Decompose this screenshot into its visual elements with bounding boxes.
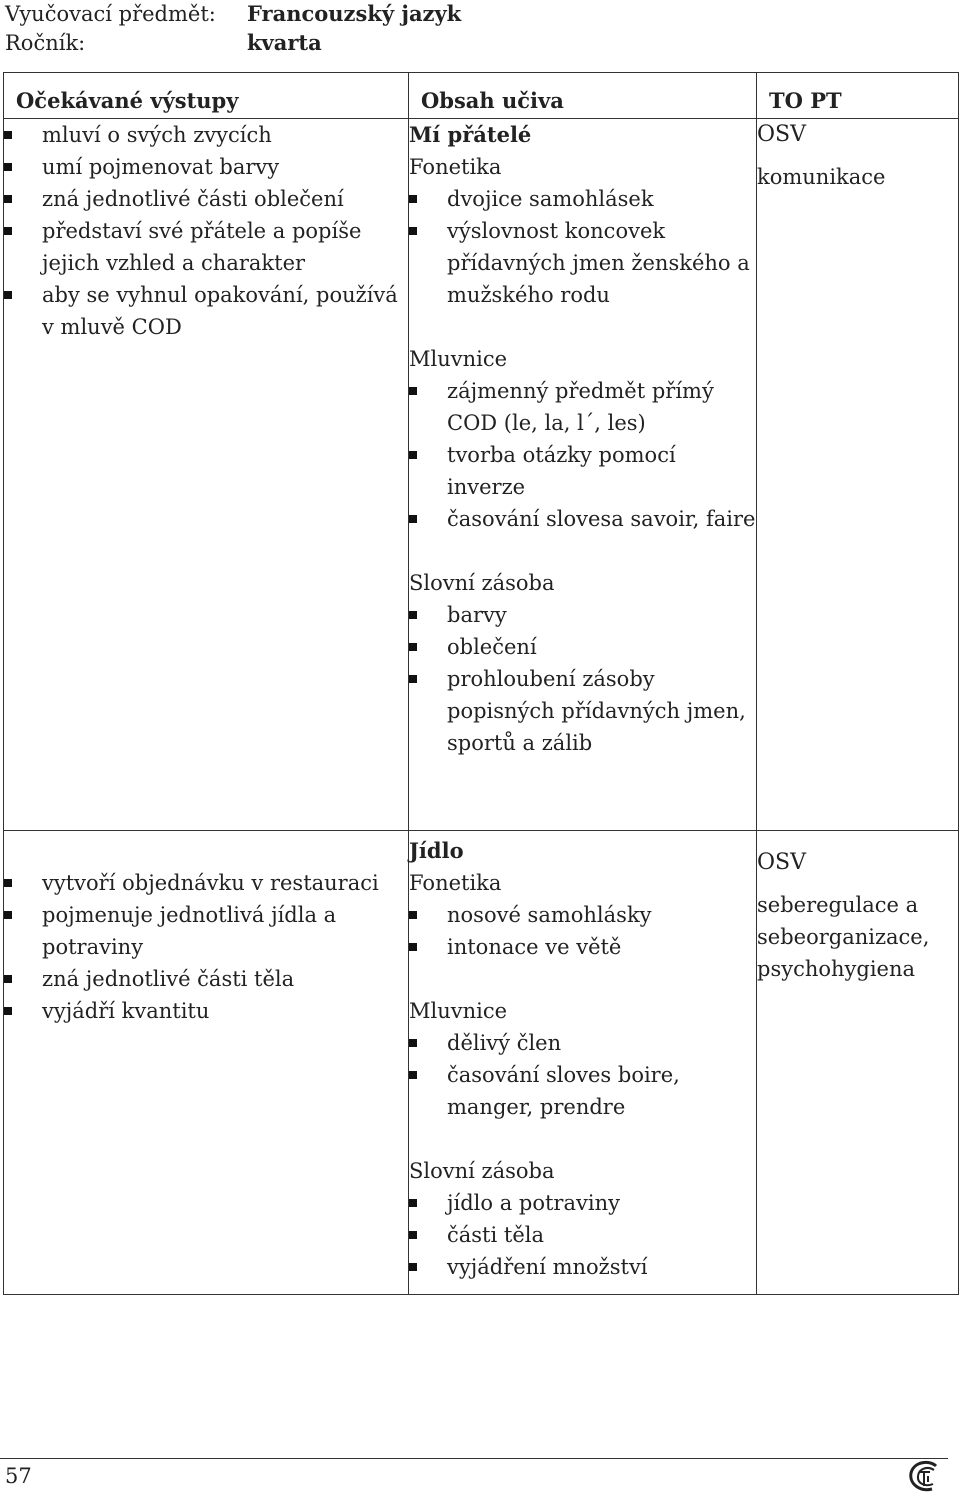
curriculum-table bbox=[3, 72, 959, 1295]
topics-cell bbox=[757, 119, 959, 831]
topic-item: komunikace bbox=[757, 165, 886, 189]
content-list bbox=[409, 375, 756, 535]
list-item: zná jednotlivé části těla bbox=[4, 963, 408, 995]
list-item: tvorba otázky pomocí inverze bbox=[409, 439, 756, 503]
outcomes-cell bbox=[4, 831, 409, 1295]
list-item: oblečení bbox=[409, 631, 756, 663]
section-heading: Slovní zásoba bbox=[409, 571, 555, 595]
subject-label: Vyučovací předmět: bbox=[5, 2, 216, 26]
list-item: časování sloves boire, manger, prendre bbox=[409, 1059, 756, 1123]
footer-divider bbox=[0, 1458, 948, 1459]
list-item: části těla bbox=[409, 1219, 756, 1251]
section-heading: Fonetika bbox=[409, 871, 502, 895]
content-cell bbox=[409, 119, 757, 831]
school-logo-icon bbox=[906, 1458, 944, 1494]
list-item: představí své přátele a popíše jejich vzhled a charakter bbox=[4, 215, 408, 279]
topic-item: seberegulace a sebeorganizace, psychohygiena bbox=[757, 893, 930, 981]
section-heading: Slovní zásoba bbox=[409, 1159, 555, 1183]
list-item: nosové samohlásky bbox=[409, 899, 756, 931]
column-header-content: Obsah učiva bbox=[409, 73, 757, 119]
list-item: vytvoří objednávku v restauraci bbox=[4, 867, 408, 899]
unit-title: Jídlo bbox=[409, 838, 464, 863]
outcomes-list bbox=[4, 119, 408, 343]
list-item: jídlo a potraviny bbox=[409, 1187, 756, 1219]
topics-cell bbox=[757, 831, 959, 1295]
list-item: časování slovesa savoir, faire bbox=[409, 503, 756, 535]
content-list bbox=[409, 899, 756, 963]
column-header-outcomes: Očekávané výstupy bbox=[4, 73, 409, 119]
grade-value: kvarta bbox=[247, 30, 322, 55]
outcomes-cell bbox=[4, 119, 409, 831]
list-item: vyjádření množství bbox=[409, 1251, 756, 1283]
content-list bbox=[409, 599, 756, 759]
outcomes-list bbox=[4, 867, 408, 1027]
column-header-topics: TO PT bbox=[757, 73, 959, 119]
list-item: zájmenný předmět přímý COD (le, la, l´, les) bbox=[409, 375, 756, 439]
list-item: pojmenuje jednotlivá jídla a potraviny bbox=[4, 899, 408, 963]
section-heading: Fonetika bbox=[409, 155, 502, 179]
list-item: dělivý člen bbox=[409, 1027, 756, 1059]
list-item: zná jednotlivé části oblečení bbox=[4, 183, 408, 215]
list-item: umí pojmenovat barvy bbox=[4, 151, 408, 183]
unit-title: Mí přátelé bbox=[409, 122, 532, 147]
subject-value: Francouzský jazyk bbox=[247, 1, 462, 26]
list-item: aby se vyhnul opakování, používá v mluvě COD bbox=[4, 279, 408, 343]
page-number: 57 bbox=[5, 1464, 32, 1488]
section-heading: Mluvnice bbox=[409, 999, 508, 1023]
grade-label: Ročník: bbox=[5, 31, 86, 55]
list-item: vyjádří kvantitu bbox=[4, 995, 408, 1027]
content-cell bbox=[409, 831, 757, 1295]
content-list bbox=[409, 183, 756, 311]
list-item: prohloubení zásoby popisných přídavných jmen, sportů a zálib bbox=[409, 663, 756, 759]
list-item: dvojice samohlásek bbox=[409, 183, 756, 215]
content-list bbox=[409, 1187, 756, 1283]
section-heading: Mluvnice bbox=[409, 347, 508, 371]
list-item: mluví o svých zvycích bbox=[4, 119, 408, 151]
list-item: barvy bbox=[409, 599, 756, 631]
list-item: intonace ve větě bbox=[409, 931, 756, 963]
list-item: výslovnost koncovek přídavných jmen ženského a mužského rodu bbox=[409, 215, 756, 311]
table-header-row bbox=[4, 73, 959, 119]
table-row bbox=[4, 831, 959, 1295]
topic-head: OSV bbox=[757, 122, 806, 147]
table-row bbox=[4, 119, 959, 831]
content-list bbox=[409, 1027, 756, 1123]
topic-head: OSV bbox=[757, 850, 806, 875]
